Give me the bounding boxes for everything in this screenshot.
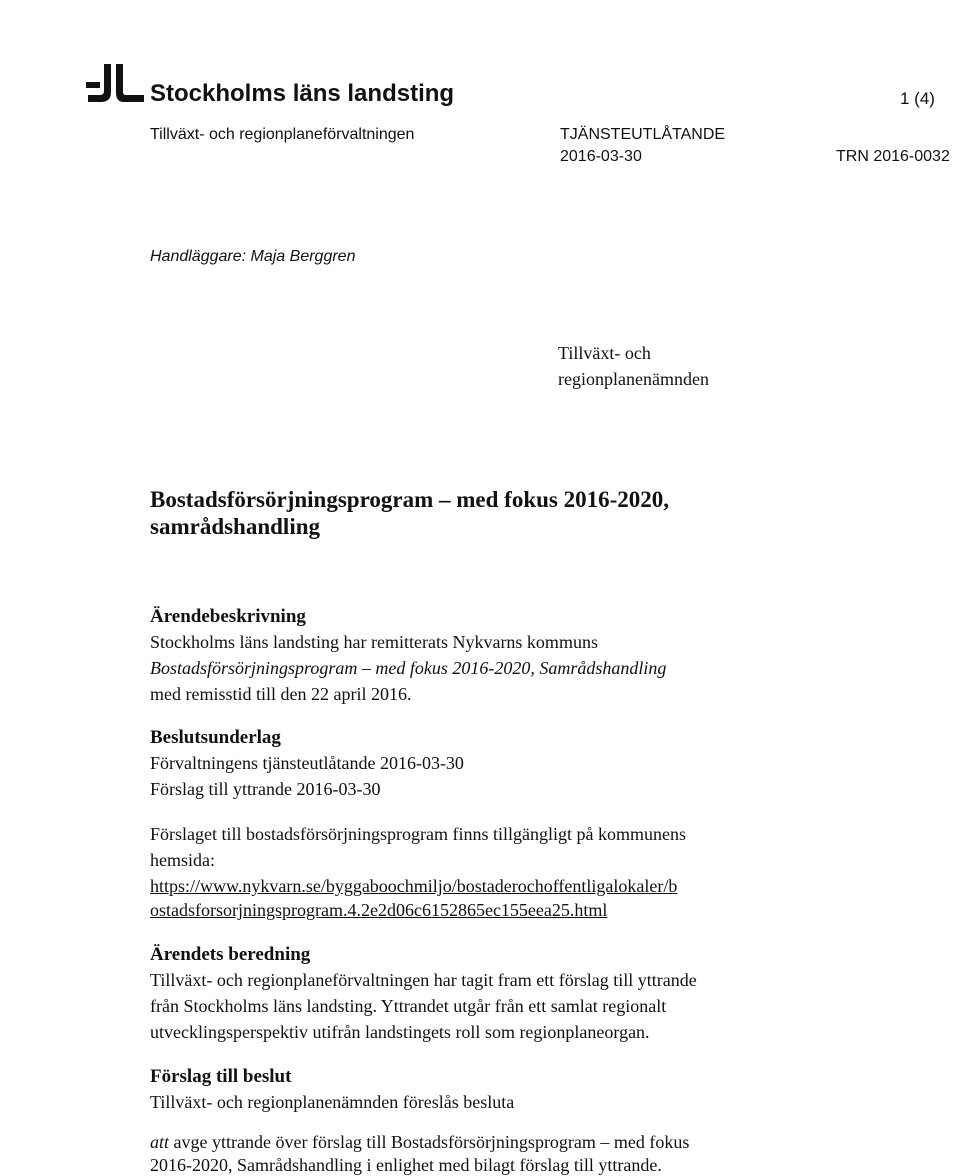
program-link-line-2[interactable]: ostadsforsorjningsprogram.4.2e2d06c6152865ec155eea25.html — [150, 900, 608, 920]
program-link-line-1[interactable]: https://www.nykvarn.se/byggaboochmiljo/bostaderochoffentligalokaler/b — [150, 876, 678, 896]
reference-number: TRN 2016-0032 — [836, 148, 950, 165]
arendebeskrivning-line-3: med remisstid till den 22 april 2016. — [150, 684, 412, 704]
document-date: 2016-03-30 — [560, 148, 642, 165]
beslutsunderlag-paragraph-line-1: Förslaget till bostadsförsörjningsprogram finns tillgängligt på kommunens — [150, 824, 686, 844]
document-title-line-1: Bostadsförsörjningsprogram – med fokus 2016-2020, — [150, 487, 670, 512]
section-heading-beslutsunderlag: Beslutsunderlag — [150, 727, 281, 748]
section-heading-arendets-beredning: Ärendets beredning — [150, 944, 311, 965]
beslutsunderlag-item-1: Förvaltningens tjänsteutlåtande 2016-03-30 — [150, 753, 464, 773]
arendets-beredning-line-2: från Stockholms läns landsting. Yttrandet utgår från ett samlat regionalt — [150, 996, 667, 1016]
arendebeskrivning-line-2: Bostadsförsörjningsprogram – med fokus 2016-2020, Samrådshandling — [150, 658, 667, 678]
forslag-till-beslut-line-3: 2016-2020, Samrådshandling i enlighet med bilagt förslag till yttrande. — [150, 1155, 662, 1175]
organization-name: Stockholms läns landsting — [150, 80, 455, 107]
program-link[interactable] — [150, 876, 677, 897]
program-link-continued[interactable] — [150, 900, 607, 921]
forslag-till-beslut-line-2-text: avge yttrande över förslag till Bostadsförsörjningsprogram – med fokus — [169, 1132, 690, 1152]
department-name: Tillväxt- och regionplaneförvaltningen — [150, 126, 415, 143]
recipient-line-1: Tillväxt- och — [558, 343, 651, 363]
document-title-line-2: samrådshandling — [150, 514, 321, 539]
sll-logo — [86, 62, 146, 104]
document-type: TJÄNSTEUTLÅTANDE — [560, 126, 726, 143]
beslutsunderlag-item-2: Förslag till yttrande 2016-03-30 — [150, 779, 381, 799]
section-heading-forslag-till-beslut: Förslag till beslut — [150, 1066, 292, 1087]
beslutsunderlag-paragraph-line-2: hemsida: — [150, 850, 215, 870]
forslag-till-beslut-line-2 — [150, 1132, 689, 1153]
arendets-beredning-line-1: Tillväxt- och regionplaneförvaltningen har tagit fram ett förslag till yttrande — [150, 970, 697, 990]
arendets-beredning-line-3: utvecklingsperspektiv utifrån landstingets roll som regionplaneorgan. — [150, 1022, 650, 1042]
page-number: 1 (4) — [900, 89, 935, 108]
arendebeskrivning-line-1: Stockholms läns landsting har remitterats Nykvarns kommuns — [150, 632, 598, 652]
recipient-line-2: regionplanenämnden — [558, 369, 709, 389]
att-word: att — [150, 1132, 170, 1152]
forslag-till-beslut-line-1: Tillväxt- och regionplanenämnden föreslås besluta — [150, 1092, 515, 1112]
handler-line: Handläggare: Maja Berggren — [150, 248, 356, 265]
section-heading-arendebeskrivning: Ärendebeskrivning — [150, 606, 306, 627]
